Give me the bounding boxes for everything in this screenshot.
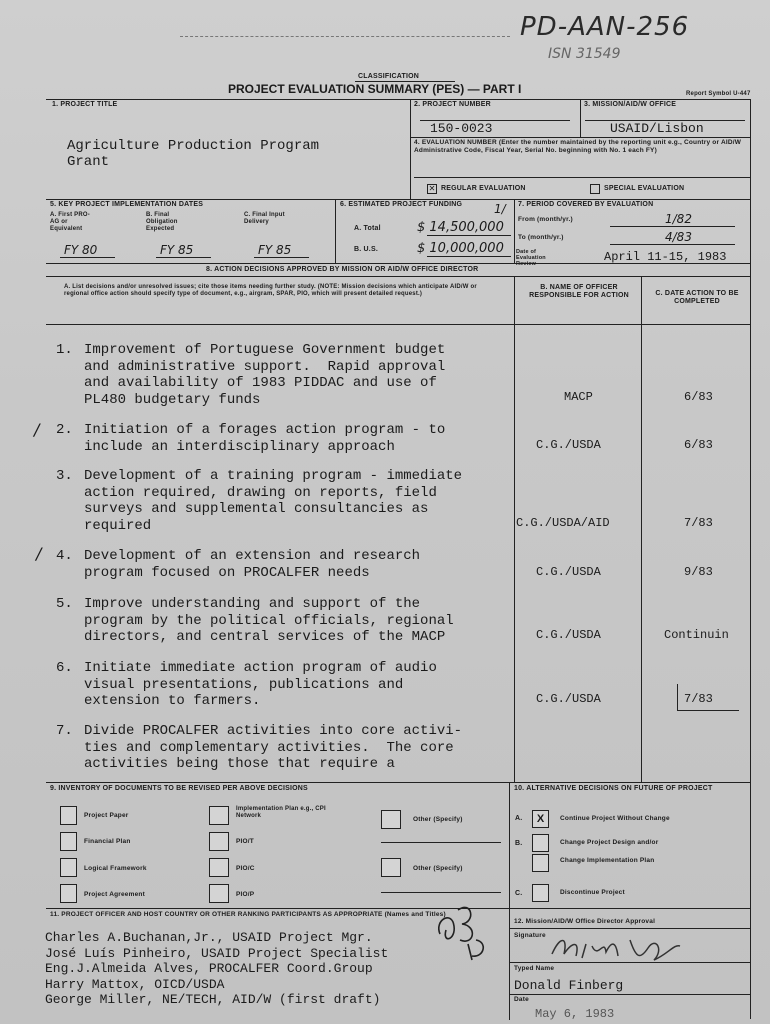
implementation-plan-label: Implementation Plan e.g., CPI Network [236, 806, 326, 819]
action-item-number: 3. [56, 468, 73, 484]
period-from-value: 1/82 [665, 212, 692, 226]
project-title-label: 1. PROJECT TITLE [52, 101, 118, 108]
other-2-label: Other (Specify) [413, 865, 463, 872]
action-item-officer: MACP [564, 390, 593, 404]
margin-check-mark: / [34, 420, 40, 439]
section8-col-a-header: A. List decisions and/or unresolved issues; cite those items needing further study. (NOTE: Mission decisions which anticipate AID/W or regional office action should specify type of document, e.g., airgram, SPAR, PIO, which will present detailed request.) [64, 284, 477, 297]
participant-line: Charles A.Buchanan,Jr., USAID Project Mgr. [45, 930, 373, 945]
action-item-date: 6/83 [684, 438, 713, 452]
participant-line: José Luís Pinheiro, USAID Project Specialist [45, 945, 389, 961]
section8-col-b-header: B. NAME OF OFFICER RESPONSIBLE FOR ACTION [529, 284, 629, 299]
action-item-text: Development of a training program - immediate action required, drawing on reports, field surveys and supplemental consultancies as required [84, 468, 463, 534]
project-title-line1: Agriculture Production Program [67, 138, 320, 154]
approval-date-value: May 6, 1983 [535, 1007, 615, 1021]
decision-a-letter: A. [515, 815, 523, 822]
action-item-officer: C.G./USDA/AID [516, 516, 610, 530]
action-item-text: Initiation of a forages action program - to include an interdisciplinary approach [84, 422, 446, 455]
funding-us-label: B. U.S. [354, 246, 378, 253]
report-symbol: Report Symbol U-447 [686, 91, 751, 97]
section9-title: 9. INVENTORY OF DOCUMENTS TO BE REVISED PER ABOVE DECISIONS [50, 785, 308, 792]
action-item-text: Initiate immediate action program of audio visual presentations, publications and extension to farmers. [84, 660, 437, 709]
participant-line: Harry Mattox, OICD/USDA [45, 976, 225, 992]
logical-framework-label: Logical Framework [84, 865, 147, 872]
funding-label: 6. ESTIMATED PROJECT FUNDING [340, 201, 463, 208]
evaluation-number-label: 4. EVALUATION NUMBER (Enter the number maintained by the reporting unit e.g., Country or AID/W Administrative Code, Fiscal Year, Serial No. beginning with No. 1 each FY) [414, 139, 742, 154]
period-to-value: 4/83 [665, 230, 692, 244]
section8-col-c-header: C. DATE ACTION TO BE COMPLETED [655, 290, 739, 305]
key-date-b-label: B. Final Obligation Expected [146, 212, 178, 232]
key-date-a-label: A. First PRO-AG or Equivalent [50, 212, 90, 232]
key-date-c-value: FY 85 [258, 243, 292, 257]
change-design-label: Change Project Design and/or [560, 839, 659, 846]
project-paper-label: Project Paper [84, 812, 129, 819]
discontinue-project-label: Discontinue Project [560, 889, 625, 896]
section12-title: 12. Mission/AID/W Office Director Approval [514, 918, 656, 925]
action-item-number: 1. [56, 342, 73, 358]
action-item-number: 6. [56, 660, 73, 676]
mission-value: USAID/Lisbon [610, 121, 704, 136]
project-number-value: 150-0023 [430, 121, 493, 136]
margin-check-mark: / [36, 544, 42, 563]
regular-evaluation-checkbox[interactable]: ✕ [428, 184, 436, 193]
date-label: Date [514, 996, 529, 1003]
funding-total-value: $ 14,500,000 [417, 220, 504, 235]
action-item-officer: C.G./USDA [536, 565, 601, 579]
action-item-text: Development of an extension and research program focused on PROCALFER needs [84, 548, 421, 581]
mission-label: 3. MISSION/AID/W OFFICE [584, 101, 677, 108]
other-1-checkbox[interactable] [381, 810, 401, 829]
pio-p-checkbox[interactable] [209, 884, 229, 903]
action-item-text: Divide PROCALFER activities into core activi- ties and complementary activities. The core activities being those that require a [84, 723, 463, 772]
implementation-plan-checkbox[interactable] [209, 806, 229, 825]
period-review-label: Date of Evaluation Review [516, 249, 546, 267]
action-item-date: 6/83 [684, 390, 713, 404]
discontinue-project-checkbox[interactable] [532, 884, 549, 902]
form-title: PROJECT EVALUATION SUMMARY (PES) — PART I [228, 82, 522, 96]
participants-list [45, 930, 388, 1008]
action-item-date: 7/83 [684, 692, 713, 706]
continue-project-label: Continue Project Without Change [560, 815, 670, 822]
action-item-number: 2. [56, 422, 73, 438]
typed-name-label: Typed Name [514, 965, 555, 972]
funding-us-value: $ 10,000,000 [417, 241, 504, 256]
pio-t-checkbox[interactable] [209, 832, 229, 851]
project-paper-checkbox[interactable] [60, 806, 77, 825]
continue-project-checkbox[interactable]: X [532, 810, 549, 828]
action-item-officer: C.G./USDA [536, 628, 601, 642]
pio-c-label: PIO/C [236, 865, 255, 872]
section10-title: 10. ALTERNATIVE DECISIONS ON FUTURE OF PROJECT [514, 785, 713, 792]
financial-plan-checkbox[interactable] [60, 832, 77, 851]
handwritten-document-id: PD-AAN-256 [520, 12, 690, 42]
initials-scribble [432, 900, 496, 964]
financial-plan-label: Financial Plan [84, 838, 131, 845]
action-item-date: 9/83 [684, 565, 713, 579]
project-agreement-label: Project Agreement [84, 891, 145, 898]
key-date-a-value: FY 80 [64, 243, 98, 257]
action-item-officer: C.G./USDA [536, 692, 601, 706]
action-item-number: 5. [56, 596, 73, 612]
period-to-label: To (month/yr.) [518, 234, 564, 241]
change-implementation-label: Change Implementation Plan [560, 857, 655, 864]
pio-p-label: PIO/P [236, 891, 255, 898]
key-date-c-label: C. Final Input Delivery [244, 212, 285, 225]
period-from-label: From (month/yr.) [518, 216, 573, 223]
classification-label: CLASSIFICATION [358, 73, 420, 80]
section11-title: 11. PROJECT OFFICER AND HOST COUNTRY OR OTHER RANKING PARTICIPANTS AS APPROPRIATE (Names and Titles) [50, 911, 446, 918]
top-fold-line [180, 36, 510, 37]
handwritten-isn: ISN 31549 [548, 46, 621, 62]
decision-c-letter: C. [515, 890, 523, 897]
decision-b-letter: B. [515, 840, 523, 847]
typed-name-value: Donald Finberg [514, 978, 624, 993]
other-2-checkbox[interactable] [381, 858, 401, 877]
project-title-line2: Grant [67, 154, 110, 170]
participant-line: Eng.J.Almeida Alves, PROCALFER Coord.Group [45, 961, 373, 976]
section8-title: 8. ACTION DECISIONS APPROVED BY MISSION OR AID/W OFFICE DIRECTOR [206, 266, 479, 273]
action-item-number: 7. [56, 723, 73, 739]
director-signature [546, 930, 686, 964]
pio-t-label: PIO/T [236, 838, 254, 845]
special-evaluation-label: SPECIAL EVALUATION [604, 185, 685, 192]
funding-footnote: 1/ [494, 202, 506, 216]
action-item-date: 7/83 [684, 516, 713, 530]
other-1-label: Other (Specify) [413, 816, 463, 823]
action-item-date: Continuin [664, 628, 729, 642]
logical-framework-checkbox[interactable] [60, 858, 77, 877]
period-label: 7. PERIOD COVERED BY EVALUATION [518, 201, 654, 208]
key-dates-label: 5. KEY PROJECT IMPLEMENTATION DATES [50, 201, 204, 208]
regular-evaluation-label: REGULAR EVALUATION [441, 185, 526, 192]
action-item-number: 4. [56, 548, 73, 564]
period-review-value: April 11-15, 1983 [604, 250, 727, 264]
funding-total-label: A. Total [354, 225, 381, 232]
key-date-b-value: FY 85 [160, 243, 194, 257]
action-item-text: Improvement of Portuguese Government budget and administrative support. Rapid approval and availability of 1983 PIDDAC and use of PL480 budgetary funds [84, 342, 446, 408]
action-item-text: Improve understanding and support of the program by the political officials, regional directors, and central services of the MACP [84, 596, 454, 645]
project-number-label: 2. PROJECT NUMBER [414, 101, 491, 108]
change-implementation-checkbox[interactable] [532, 854, 549, 872]
signature-label: Signature [514, 932, 546, 939]
special-evaluation-checkbox[interactable] [590, 184, 600, 194]
project-agreement-checkbox[interactable] [60, 884, 77, 903]
pio-c-checkbox[interactable] [209, 858, 229, 877]
change-design-checkbox[interactable] [532, 834, 549, 852]
participant-line: George Miller, NE/TECH, AID/W (first draft) [45, 992, 381, 1007]
action-item-officer: C.G./USDA [536, 438, 601, 452]
